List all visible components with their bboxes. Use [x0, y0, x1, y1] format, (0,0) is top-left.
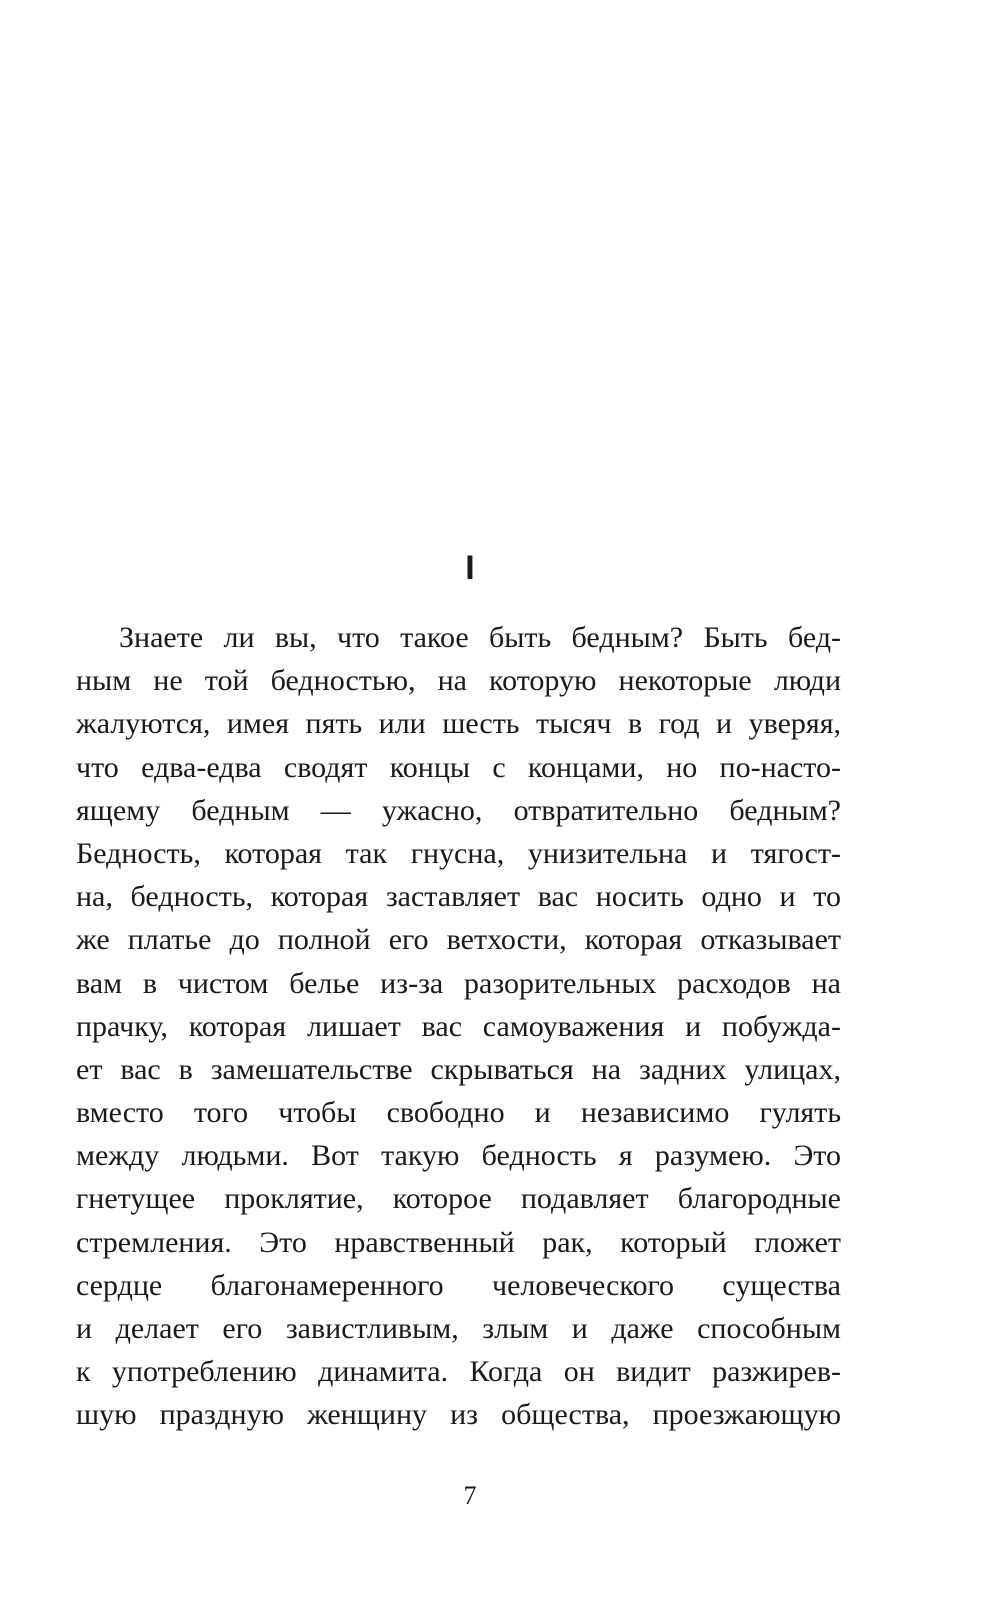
text-line: ет вас в замешательстве скрываться на задних улицах,	[76, 1052, 841, 1086]
text-line: что едва-едва сводят концы с концами, но по-насто-	[76, 750, 841, 784]
text-line: на, бедность, которая заставляет вас носить одно и то	[76, 880, 841, 914]
text-line: гнетущее проклятие, которое подавляет благородные	[76, 1182, 841, 1216]
chapter-body-text	[76, 616, 841, 1437]
text-line: и делает его завистливым, злым и даже способным	[76, 1312, 841, 1345]
text-line: ным не той бедностью, на которую некоторые люди	[76, 664, 841, 698]
text-line: Знаете ли вы, что такое быть бедным? Быть бед-	[119, 621, 841, 654]
text-line: шую праздную женщину из общества, проезжающую	[76, 1398, 841, 1432]
text-line: стремления. Это нравственный рак, который гложет	[76, 1225, 841, 1259]
text-line: ящему бедным — ужасно, отвратительно бедным?	[76, 793, 841, 827]
text-line: Бедность, которая так гнусна, унизительна и тягост-	[76, 836, 841, 870]
text-line: же платье до полной его ветхости, которая отказывает	[76, 923, 841, 957]
text-line: вам в чистом белье из-за разорительных расходов на	[76, 966, 841, 1000]
text-line: прачку, которая лишает вас самоуважения и побужда-	[76, 1009, 841, 1043]
page-number: 7	[463, 1481, 477, 1510]
chapter-number: I	[465, 549, 475, 587]
text-line: вместо того чтобы свободно и независимо гулять	[76, 1096, 841, 1130]
text-line: жалуются, имея пять или шесть тысяч в год и уверяя,	[76, 707, 841, 741]
text-line: сердце благонамеренного человеческого существа	[76, 1268, 841, 1302]
text-line: между людьми. Вот такую бедность я разумею. Это	[76, 1139, 841, 1173]
text-line: к употреблению динамита. Когда он видит разжирев-	[76, 1355, 841, 1389]
